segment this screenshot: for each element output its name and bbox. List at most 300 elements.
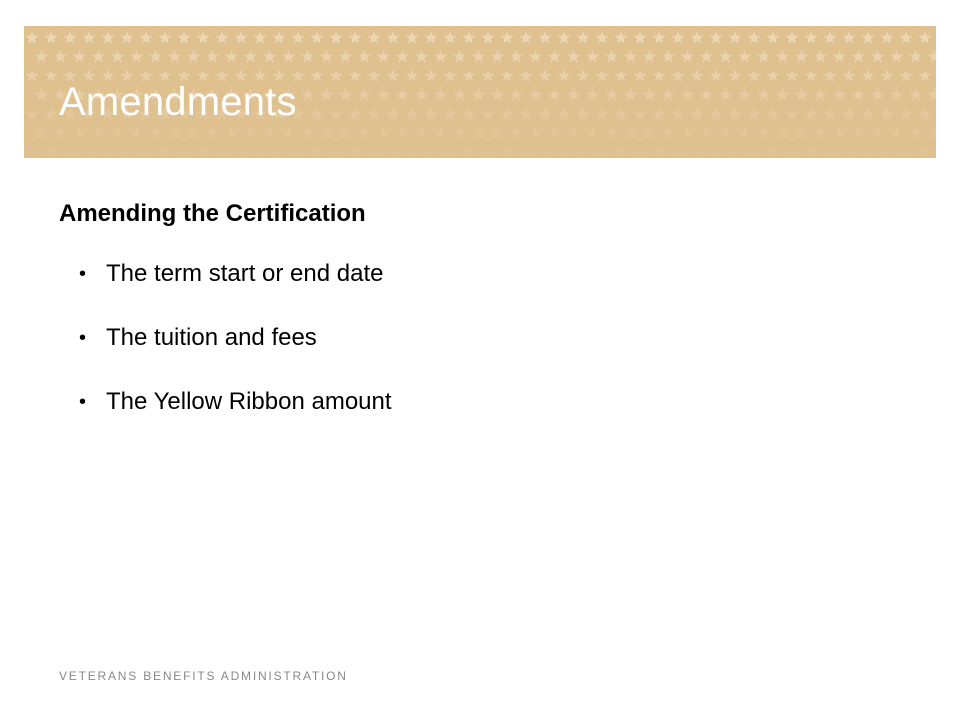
star-icon xyxy=(73,126,86,139)
star-icon xyxy=(852,126,865,139)
bullet-dot-icon: • xyxy=(79,391,87,413)
star-icon xyxy=(149,126,162,139)
star-icon xyxy=(358,88,371,101)
star-icon xyxy=(63,31,76,44)
star-icon xyxy=(899,69,912,82)
star-icon xyxy=(681,88,694,101)
star-icon xyxy=(443,107,456,120)
star-icon xyxy=(548,126,561,139)
star-icon xyxy=(709,31,722,44)
star-icon xyxy=(738,50,751,63)
bullet-text: The tuition and fees xyxy=(106,324,317,351)
star-icon xyxy=(624,88,637,101)
star-icon xyxy=(253,31,266,44)
star-icon xyxy=(491,50,504,63)
star-icon xyxy=(909,126,922,139)
star-icon xyxy=(719,50,732,63)
star-icon xyxy=(225,50,238,63)
star-icon xyxy=(871,50,884,63)
star-icon xyxy=(415,50,428,63)
star-icon xyxy=(434,50,447,63)
star-icon xyxy=(586,50,599,63)
star-icon xyxy=(253,145,266,158)
star-icon xyxy=(852,50,865,63)
star-icon xyxy=(367,31,380,44)
star-icon xyxy=(44,107,57,120)
star-icon xyxy=(481,31,494,44)
star-icon xyxy=(757,50,770,63)
star-icon xyxy=(918,69,931,82)
star-icon xyxy=(842,107,855,120)
star-icon xyxy=(462,145,475,158)
star-icon xyxy=(25,145,38,158)
star-icon xyxy=(215,31,228,44)
star-icon xyxy=(405,107,418,120)
star-icon xyxy=(196,31,209,44)
star-icon xyxy=(871,88,884,101)
star-icon xyxy=(861,31,874,44)
star-icon xyxy=(339,88,352,101)
star-icon xyxy=(890,126,903,139)
star-icon xyxy=(386,31,399,44)
star-icon xyxy=(310,107,323,120)
star-icon xyxy=(44,69,57,82)
bullet-dot-icon: • xyxy=(79,327,87,349)
star-icon xyxy=(310,145,323,158)
star-icon xyxy=(595,107,608,120)
star-icon xyxy=(814,126,827,139)
star-icon xyxy=(804,69,817,82)
star-icon xyxy=(700,50,713,63)
star-icon xyxy=(443,145,456,158)
star-icon xyxy=(234,145,247,158)
star-icon xyxy=(139,145,152,158)
star-icon xyxy=(538,31,551,44)
star-icon xyxy=(690,31,703,44)
section-heading: Amending the Certification xyxy=(59,200,366,227)
star-icon xyxy=(453,50,466,63)
star-icon xyxy=(120,145,133,158)
star-icon xyxy=(690,69,703,82)
star-icon xyxy=(814,50,827,63)
star-icon xyxy=(548,88,561,101)
star-icon xyxy=(44,145,57,158)
star-icon xyxy=(918,145,931,158)
star-icon xyxy=(272,145,285,158)
star-icon xyxy=(358,126,371,139)
star-icon xyxy=(396,50,409,63)
star-icon xyxy=(519,107,532,120)
star-icon xyxy=(833,126,846,139)
star-icon xyxy=(35,88,48,101)
star-icon xyxy=(766,69,779,82)
star-icon xyxy=(320,50,333,63)
star-icon xyxy=(443,31,456,44)
star-icon xyxy=(576,107,589,120)
star-icon xyxy=(700,126,713,139)
star-icon xyxy=(215,145,228,158)
star-icon xyxy=(424,107,437,120)
star-icon xyxy=(918,107,931,120)
star-icon xyxy=(481,107,494,120)
star-icon xyxy=(681,50,694,63)
star-icon xyxy=(500,69,513,82)
star-icon xyxy=(529,88,542,101)
star-icon xyxy=(538,145,551,158)
star-icon xyxy=(757,88,770,101)
star-icon xyxy=(44,31,57,44)
star-icon xyxy=(415,126,428,139)
star-icon xyxy=(510,88,523,101)
star-icon xyxy=(633,107,646,120)
star-icon xyxy=(928,88,936,101)
star-icon xyxy=(776,50,789,63)
star-icon xyxy=(168,126,181,139)
star-icon xyxy=(424,69,437,82)
star-icon xyxy=(481,145,494,158)
star-icon xyxy=(738,88,751,101)
star-icon xyxy=(671,69,684,82)
star-icon xyxy=(348,145,361,158)
star-icon xyxy=(54,50,67,63)
star-icon xyxy=(510,50,523,63)
star-icon xyxy=(785,69,798,82)
star-icon xyxy=(652,69,665,82)
star-icon xyxy=(339,126,352,139)
star-icon xyxy=(130,126,143,139)
star-icon xyxy=(662,50,675,63)
star-icon xyxy=(747,31,760,44)
star-icon xyxy=(405,31,418,44)
star-icon xyxy=(424,145,437,158)
star-icon xyxy=(377,126,390,139)
star-icon xyxy=(462,31,475,44)
star-icon xyxy=(291,145,304,158)
star-icon xyxy=(728,69,741,82)
star-icon xyxy=(652,145,665,158)
star-icon xyxy=(472,126,485,139)
star-icon xyxy=(861,107,874,120)
star-icon xyxy=(82,31,95,44)
star-icon xyxy=(386,69,399,82)
star-icon xyxy=(871,126,884,139)
star-icon xyxy=(453,88,466,101)
footer-organization: VETERANS BENEFITS ADMINISTRATION xyxy=(59,669,348,683)
star-icon xyxy=(462,107,475,120)
star-icon xyxy=(823,107,836,120)
star-icon xyxy=(576,69,589,82)
star-icon xyxy=(377,50,390,63)
star-icon xyxy=(225,126,238,139)
star-icon xyxy=(92,50,105,63)
star-icon xyxy=(25,31,38,44)
star-icon xyxy=(605,50,618,63)
star-icon xyxy=(614,31,627,44)
star-icon xyxy=(909,88,922,101)
star-icon xyxy=(424,31,437,44)
star-icon xyxy=(804,31,817,44)
star-icon xyxy=(576,31,589,44)
star-icon xyxy=(567,50,580,63)
star-icon xyxy=(719,126,732,139)
star-icon xyxy=(747,69,760,82)
star-icon xyxy=(690,107,703,120)
star-icon xyxy=(738,126,751,139)
star-icon xyxy=(538,69,551,82)
star-icon xyxy=(633,31,646,44)
star-icon xyxy=(643,50,656,63)
star-icon xyxy=(833,88,846,101)
star-icon xyxy=(586,88,599,101)
star-icon xyxy=(500,145,513,158)
star-icon xyxy=(25,69,38,82)
star-icon xyxy=(842,69,855,82)
star-icon xyxy=(519,145,532,158)
star-icon xyxy=(472,88,485,101)
star-icon xyxy=(500,31,513,44)
star-icon xyxy=(909,50,922,63)
star-icon xyxy=(139,31,152,44)
star-icon xyxy=(880,69,893,82)
star-icon xyxy=(386,107,399,120)
slide-title: Amendments xyxy=(59,80,297,124)
star-icon xyxy=(329,69,342,82)
star-icon xyxy=(206,126,219,139)
star-icon xyxy=(595,69,608,82)
star-icon xyxy=(757,126,770,139)
star-icon xyxy=(823,145,836,158)
star-icon xyxy=(54,126,67,139)
star-icon xyxy=(861,69,874,82)
star-icon xyxy=(310,31,323,44)
star-icon xyxy=(728,31,741,44)
star-icon xyxy=(747,145,760,158)
star-icon xyxy=(358,50,371,63)
star-icon xyxy=(890,50,903,63)
star-icon xyxy=(415,88,428,101)
star-icon xyxy=(177,145,190,158)
star-icon xyxy=(833,50,846,63)
bullet-dot-icon: • xyxy=(79,263,87,285)
star-icon xyxy=(396,88,409,101)
star-icon xyxy=(500,107,513,120)
star-icon xyxy=(595,145,608,158)
star-icon xyxy=(386,145,399,158)
star-icon xyxy=(852,88,865,101)
star-icon xyxy=(576,145,589,158)
star-icon xyxy=(519,69,532,82)
star-icon xyxy=(548,50,561,63)
star-icon xyxy=(557,69,570,82)
star-icon xyxy=(244,126,257,139)
star-icon xyxy=(605,88,618,101)
star-icon xyxy=(329,31,342,44)
star-icon xyxy=(700,88,713,101)
star-icon xyxy=(899,31,912,44)
star-icon xyxy=(443,69,456,82)
star-icon xyxy=(130,50,143,63)
star-icon xyxy=(282,126,295,139)
bullet-item xyxy=(79,322,392,354)
star-icon xyxy=(301,88,314,101)
star-icon xyxy=(557,145,570,158)
star-icon xyxy=(168,50,181,63)
star-icon xyxy=(291,31,304,44)
star-icon xyxy=(272,31,285,44)
star-icon xyxy=(282,50,295,63)
star-icon xyxy=(842,31,855,44)
star-icon xyxy=(567,126,580,139)
star-icon xyxy=(263,126,276,139)
star-icon xyxy=(149,50,162,63)
star-icon xyxy=(614,69,627,82)
star-icon xyxy=(928,50,936,63)
bullet-item xyxy=(79,258,392,290)
star-icon xyxy=(491,126,504,139)
star-icon xyxy=(187,126,200,139)
star-icon xyxy=(405,145,418,158)
star-icon xyxy=(339,50,352,63)
star-icon xyxy=(709,69,722,82)
star-icon xyxy=(795,50,808,63)
star-icon xyxy=(880,107,893,120)
star-icon xyxy=(709,145,722,158)
star-icon xyxy=(111,50,124,63)
star-icon xyxy=(63,145,76,158)
star-icon xyxy=(101,145,114,158)
star-icon xyxy=(880,145,893,158)
star-icon xyxy=(206,50,219,63)
star-icon xyxy=(671,31,684,44)
star-icon xyxy=(671,107,684,120)
star-icon xyxy=(586,126,599,139)
star-icon xyxy=(101,31,114,44)
star-icon xyxy=(348,69,361,82)
star-icon xyxy=(367,107,380,120)
star-icon xyxy=(624,50,637,63)
star-icon xyxy=(614,107,627,120)
star-icon xyxy=(899,107,912,120)
star-icon xyxy=(890,88,903,101)
star-icon xyxy=(73,50,86,63)
star-icon xyxy=(434,126,447,139)
star-icon xyxy=(823,31,836,44)
star-icon xyxy=(766,145,779,158)
star-icon xyxy=(652,31,665,44)
star-icon xyxy=(320,88,333,101)
star-icon xyxy=(462,69,475,82)
bullet-text: The term start or end date xyxy=(106,260,384,287)
star-icon xyxy=(795,126,808,139)
star-icon xyxy=(624,126,637,139)
star-icon xyxy=(671,145,684,158)
star-icon xyxy=(405,69,418,82)
star-icon xyxy=(453,126,466,139)
star-icon xyxy=(662,126,675,139)
star-icon xyxy=(823,69,836,82)
star-icon xyxy=(92,126,105,139)
star-icon xyxy=(567,88,580,101)
star-icon xyxy=(776,126,789,139)
star-icon xyxy=(719,88,732,101)
title-banner xyxy=(24,26,936,158)
star-icon xyxy=(529,126,542,139)
star-icon xyxy=(747,107,760,120)
star-icon xyxy=(785,145,798,158)
star-icon xyxy=(396,126,409,139)
star-icon xyxy=(177,31,190,44)
star-icon xyxy=(728,145,741,158)
star-icon xyxy=(82,145,95,158)
star-icon xyxy=(120,31,133,44)
star-icon xyxy=(766,31,779,44)
star-icon xyxy=(709,107,722,120)
bullet-text: The Yellow Ribbon amount xyxy=(106,388,392,415)
star-icon xyxy=(776,88,789,101)
star-icon xyxy=(329,145,342,158)
star-icon xyxy=(804,145,817,158)
star-icon xyxy=(35,126,48,139)
star-icon xyxy=(301,126,314,139)
star-icon xyxy=(111,126,124,139)
star-icon xyxy=(557,31,570,44)
star-icon xyxy=(814,88,827,101)
star-icon xyxy=(899,145,912,158)
star-icon xyxy=(880,31,893,44)
star-icon xyxy=(652,107,665,120)
star-icon xyxy=(263,50,276,63)
star-icon xyxy=(329,107,342,120)
star-icon xyxy=(25,107,38,120)
star-icon xyxy=(538,107,551,120)
star-icon xyxy=(187,50,200,63)
star-icon xyxy=(804,107,817,120)
star-icon xyxy=(605,126,618,139)
star-icon xyxy=(244,50,257,63)
star-icon xyxy=(301,50,314,63)
star-icon xyxy=(785,31,798,44)
star-icon xyxy=(918,31,931,44)
star-icon xyxy=(348,31,361,44)
star-icon xyxy=(766,107,779,120)
star-icon xyxy=(557,107,570,120)
star-icon xyxy=(643,88,656,101)
star-icon xyxy=(367,145,380,158)
star-icon xyxy=(633,145,646,158)
star-icon xyxy=(861,145,874,158)
star-icon xyxy=(158,145,171,158)
star-icon xyxy=(481,69,494,82)
star-icon xyxy=(196,145,209,158)
star-icon xyxy=(348,107,361,120)
star-icon xyxy=(728,107,741,120)
bullet-item xyxy=(79,386,392,418)
star-icon xyxy=(785,107,798,120)
star-icon xyxy=(643,126,656,139)
star-icon xyxy=(472,50,485,63)
star-icon xyxy=(928,126,936,139)
star-icon xyxy=(795,88,808,101)
star-icon xyxy=(614,145,627,158)
star-icon xyxy=(633,69,646,82)
star-icon xyxy=(367,69,380,82)
star-icon xyxy=(491,88,504,101)
star-icon xyxy=(681,126,694,139)
star-icon xyxy=(595,31,608,44)
star-icon xyxy=(310,69,323,82)
star-icon xyxy=(519,31,532,44)
star-icon xyxy=(35,50,48,63)
